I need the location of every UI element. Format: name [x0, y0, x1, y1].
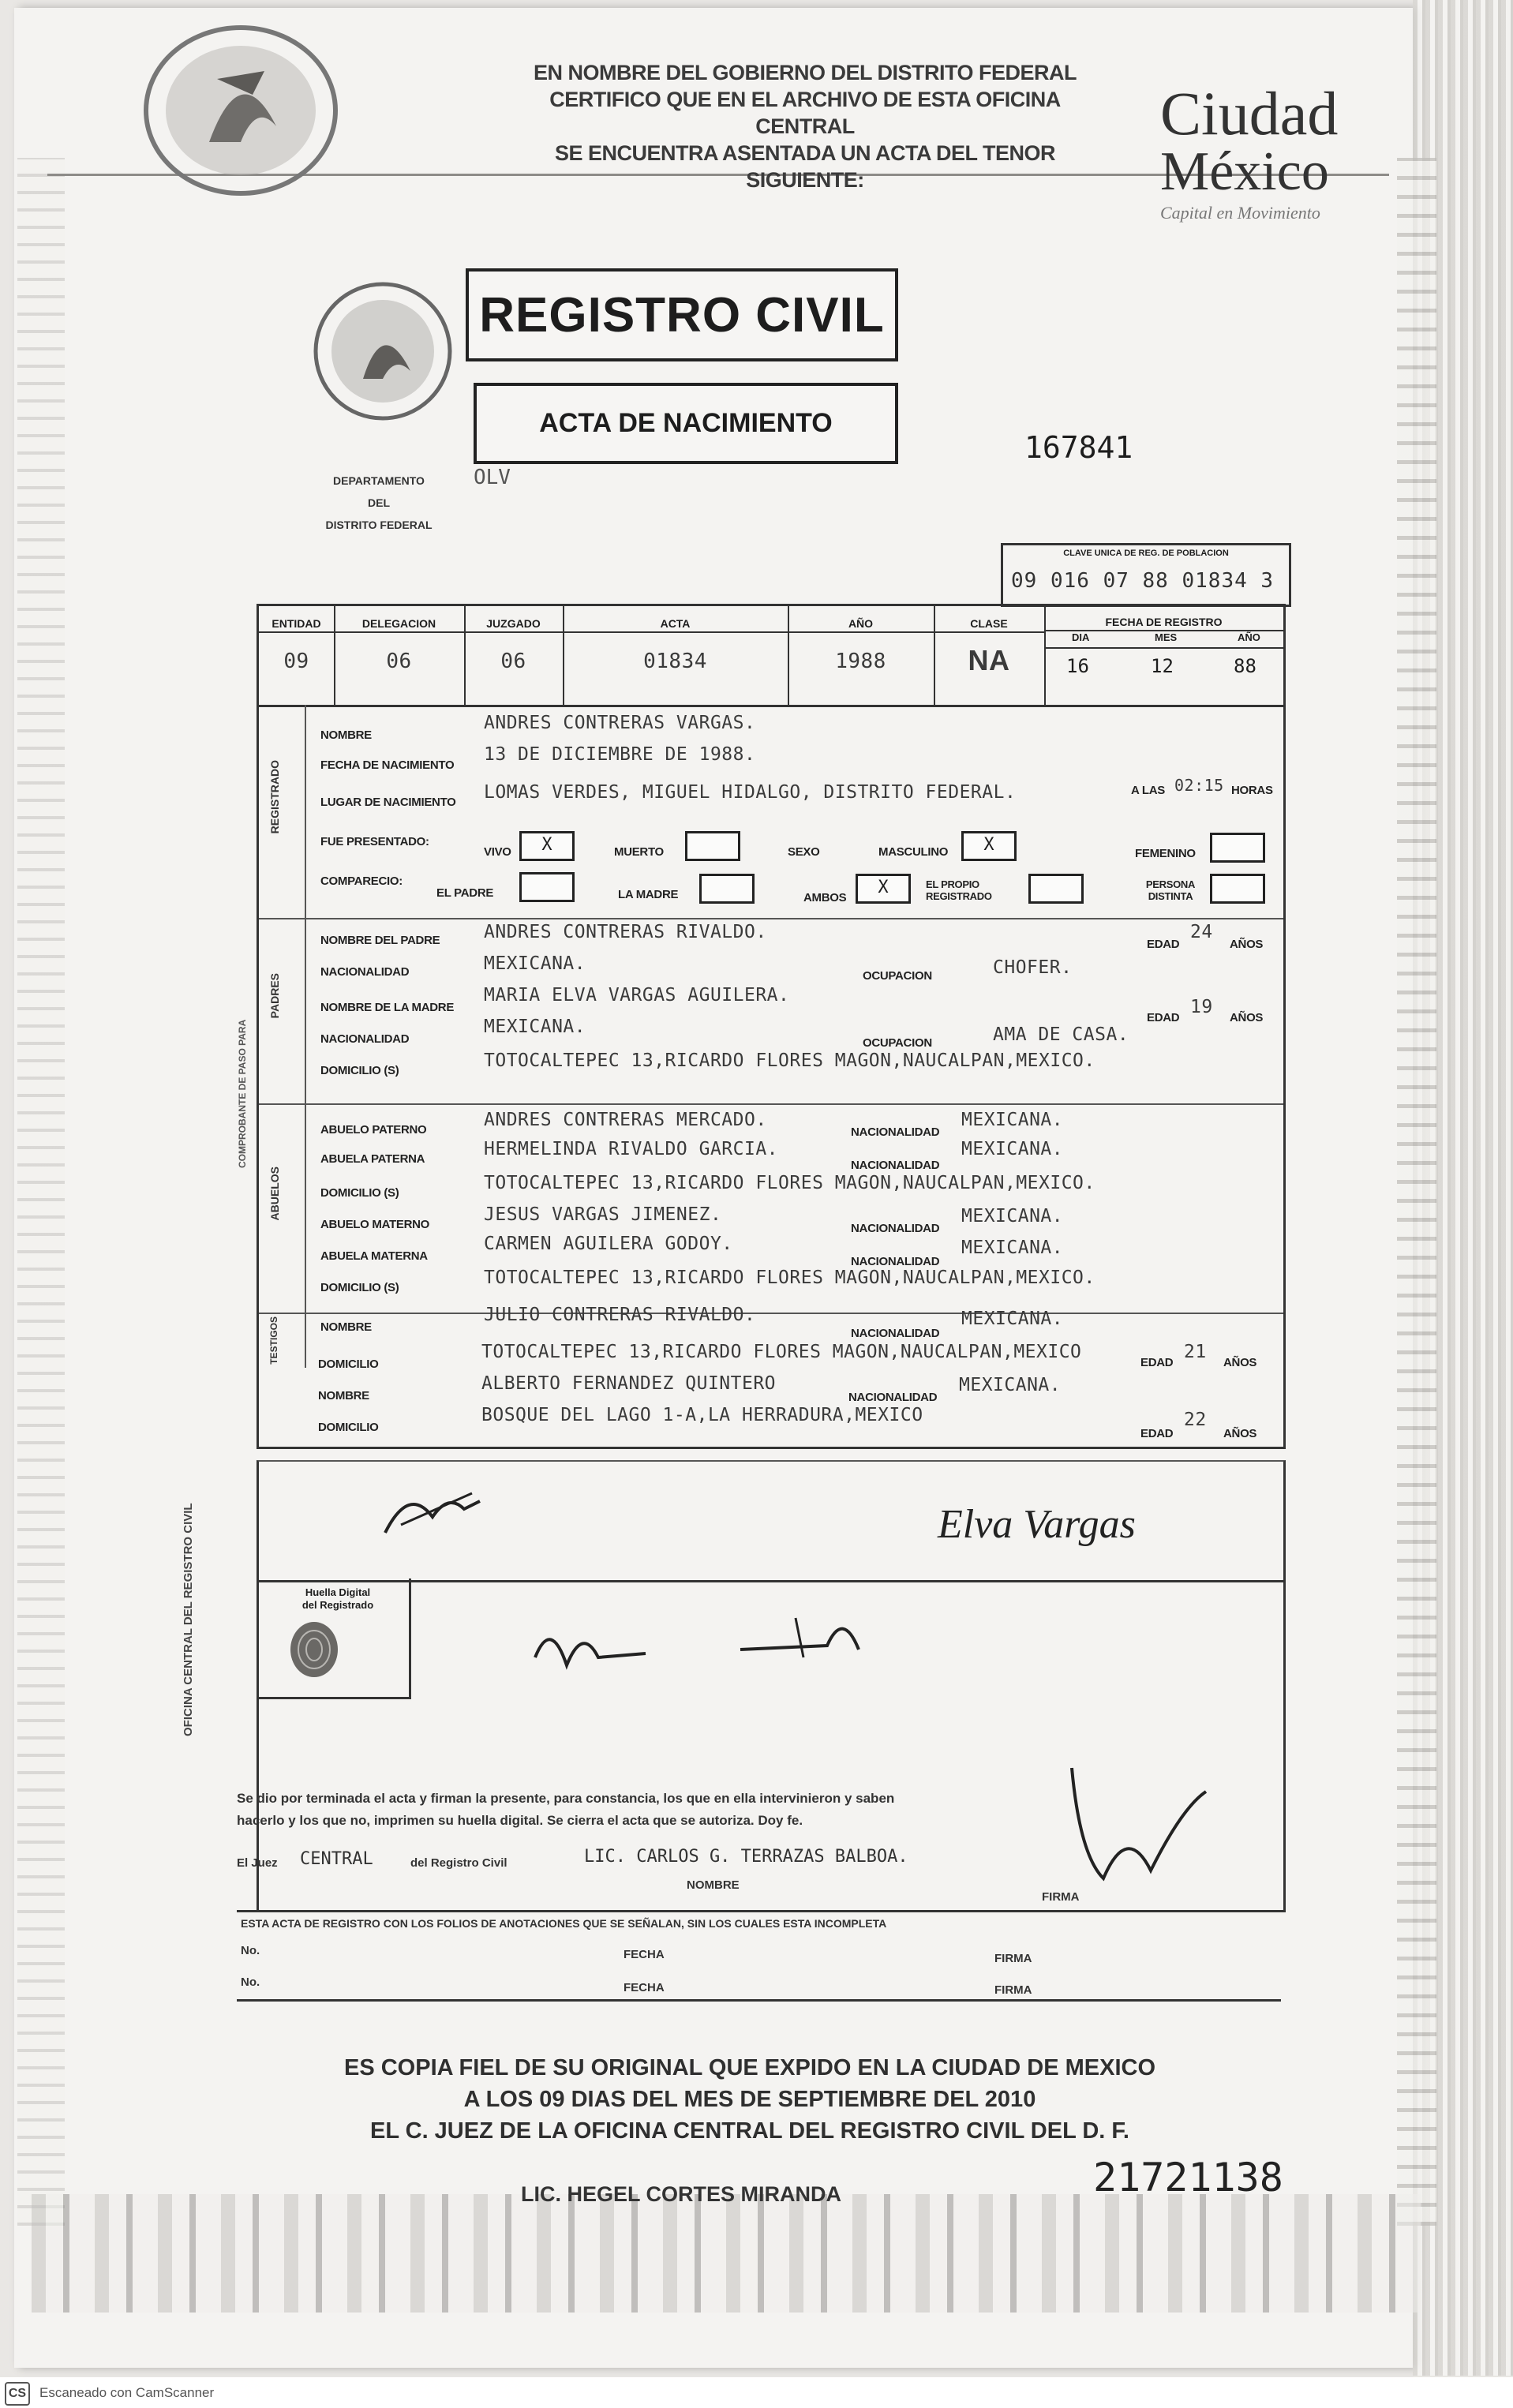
femenino-label: FEMENINO: [1135, 847, 1196, 860]
huella-box: [259, 1578, 411, 1699]
acta-number: 167841: [1024, 430, 1133, 465]
nombre-padre: ANDRES CONTRERAS RIVALDO.: [484, 922, 767, 942]
folio-number: 21721138: [1093, 2155, 1283, 2200]
domicilio-maternos-label: DOMICILIO (S): [320, 1281, 399, 1294]
security-border-right: [1397, 158, 1436, 2226]
domicilio-paternos-label: DOMICILIO (S): [320, 1186, 399, 1200]
huella-label: [275, 1586, 401, 1612]
clase-label: CLASE: [934, 616, 1044, 633]
signature-1-icon: [377, 1470, 488, 1549]
testigo-2-domicilio-label: DOMICILIO: [318, 1421, 379, 1434]
registry-seal-icon: [308, 268, 458, 434]
camscanner-text: Escaneado con CamScanner: [39, 2385, 215, 2400]
comparecio-label: COMPARECIO:: [320, 874, 403, 888]
testigo-1-domicilio: TOTOCALTEPEC 13,RICARDO FLORES MAGON,NAUCALPAN,MEXICO: [481, 1342, 1082, 1362]
fecha-registro-cell: [1044, 606, 1283, 705]
anios-madre-label: AÑOS: [1230, 1011, 1264, 1024]
anio-label: AÑO: [788, 616, 934, 633]
cdmx-tagline: Capital en Movimiento: [1160, 203, 1320, 223]
footer-line-2: A LOS 09 DIAS DEL MES DE SEPTIEMBRE DEL 2010: [463, 2087, 1036, 2112]
anotaciones-box: [237, 1910, 1281, 2002]
nacionalidad-padre-label: NACIONALIDAD: [320, 965, 410, 979]
juez-name: LIC. CARLOS G. TERRAZAS BALBOA.: [584, 1847, 908, 1867]
edad-madre-label: EDAD: [1147, 1011, 1180, 1024]
abuela-paterna-label: ABUELA PATERNA: [320, 1152, 425, 1166]
abuelo-materno-nac-label: NACIONALIDAD: [851, 1222, 940, 1235]
juez-value: CENTRAL: [300, 1849, 373, 1869]
lugar-nacimiento: LOMAS VERDES, MIGUEL HIDALGO, DISTRITO FEDERAL.: [484, 782, 1017, 803]
testigo-1-domicilio-label: DOMICILIO: [318, 1358, 379, 1371]
nombre-padre-label: NOMBRE DEL PADRE: [320, 934, 440, 947]
curp-value: 09 016 07 88 01834 3: [1011, 569, 1275, 593]
departamento-label-1: DEPARTAMENTO: [333, 474, 425, 487]
femenino-checkbox: [1210, 833, 1265, 863]
signature-2-icon: [527, 1610, 654, 1681]
nacionalidad-madre: MEXICANA.: [484, 1017, 586, 1037]
abuelo-materno: JESUS VARGAS JIMENEZ.: [484, 1204, 722, 1225]
fecha-registro-label: FECHA DE REGISTRO: [1044, 614, 1283, 631]
madre-label: LA MADRE: [618, 888, 679, 901]
dia-label: DIA: [1072, 631, 1090, 643]
abuelo-paterno-label: ABUELO PATERNO: [320, 1123, 427, 1137]
acta-nacimiento-title: ACTA DE NACIMIENTO: [474, 383, 898, 464]
delegacion-cell: [334, 606, 466, 705]
camscanner-logo-icon: CS: [5, 2382, 30, 2406]
anio-reg-label: AÑO: [1238, 631, 1260, 643]
mes-value: 12: [1151, 655, 1174, 677]
anio-reg-value: 88: [1234, 655, 1256, 677]
anotaciones-header: ESTA ACTA DE REGISTRO CON LOS FOLIOS DE ANOTACIONES QUE SE SEÑALAN, SIN LOS CUALES ESTA INCOMPLETA: [241, 1917, 887, 1930]
nombre-madre: MARIA ELVA VARGAS AGUILERA.: [484, 985, 790, 1006]
delegacion-value: 06: [386, 650, 412, 673]
firma-label-bottom: FIRMA: [1042, 1890, 1080, 1904]
ocupacion-padre: CHOFER.: [993, 957, 1073, 978]
testigo-2-edad: 22: [1184, 1410, 1207, 1430]
nombre-label-bottom: NOMBRE: [687, 1878, 740, 1892]
propio-label: EL PROPIO REGISTRADO: [926, 878, 992, 902]
fecha-nacimiento-label: FECHA DE NACIMIENTO: [320, 758, 455, 772]
clase-value: NA: [968, 644, 1010, 676]
closing-statement: [237, 1788, 1026, 1832]
nacionalidad-madre-label: NACIONALIDAD: [320, 1032, 410, 1046]
abuelo-paterno-nac: MEXICANA.: [961, 1110, 1064, 1130]
abuela-materna-nac: MEXICANA.: [961, 1238, 1064, 1258]
masculino-label: MASCULINO: [878, 845, 949, 859]
entidad-value: 09: [283, 650, 309, 673]
anotacion-2-firma: FIRMA: [994, 1983, 1032, 1997]
closing-statement-line-1: Se dio por terminada el acta y firman la presente, para constancia, los que en ella intervinieron y saben: [237, 1791, 895, 1806]
abuelo-materno-nac: MEXICANA.: [961, 1206, 1064, 1226]
abuelos-section-label: ABUELOS: [268, 1167, 281, 1221]
footer-line-3: EL C. JUEZ DE LA OFICINA CENTRAL DEL REGISTRO CIVIL DEL D. F.: [370, 2118, 1129, 2144]
fingerprint-icon: [283, 1618, 346, 1681]
edad-padre-label: EDAD: [1147, 938, 1180, 951]
abuelos-section: [259, 1103, 1283, 1314]
testigo-1-nombre: JULIO CONTRERAS RIVALDO.: [484, 1305, 756, 1325]
anotacion-1-no: No.: [241, 1944, 260, 1957]
madre-checkbox: [699, 874, 755, 904]
testigos-details: [257, 1342, 1281, 1444]
anotacion-1-fecha: FECHA: [624, 1948, 665, 1961]
certification-header: [505, 59, 1105, 193]
registrado-tab: [259, 705, 306, 918]
dia-value: 16: [1066, 655, 1089, 677]
header-line-3: SE ENCUENTRA ASENTADA UN ACTA DEL TENOR SIGUIENTE:: [554, 141, 1055, 192]
delegacion-label: DELEGACION: [334, 616, 464, 633]
persona-checkbox: [1210, 874, 1265, 904]
hora-label: A LAS: [1131, 784, 1165, 797]
padres-tab: [259, 918, 306, 1103]
abuela-materna-label: ABUELA MATERNA: [320, 1249, 428, 1263]
anio-value: 1988: [835, 650, 886, 673]
clase-cell: [934, 606, 1046, 705]
edad-madre: 19: [1190, 997, 1213, 1017]
testigo-1-anios-label: AÑOS: [1223, 1356, 1257, 1369]
abuelo-materno-label: ABUELO MATERNO: [320, 1218, 430, 1231]
juez-signature-icon: [1056, 1760, 1214, 1902]
domicilio-maternos: TOTOCALTEPEC 13,RICARDO FLORES MAGON,NAUCALPAN,MEXICO.: [484, 1268, 1095, 1288]
anotacion-2-no: No.: [241, 1975, 260, 1989]
registrado-nombre: ANDRES CONTRERAS VARGAS.: [484, 713, 756, 733]
abuela-paterna-nac: MEXICANA.: [961, 1139, 1064, 1159]
departamento-label-3: DISTRITO FEDERAL: [325, 519, 433, 531]
curp-box: [1001, 543, 1291, 607]
juzgado-label: JUZGADO: [464, 616, 563, 633]
curp-label: CLAVE UNICA DE REG. DE POBLACION: [1063, 549, 1229, 558]
fecha-subheaders: [1044, 631, 1283, 649]
testigo-2-nac-label: NACIONALIDAD: [848, 1391, 938, 1404]
abuela-materna-nac-label: NACIONALIDAD: [851, 1255, 940, 1268]
cdmx-logo: [1160, 79, 1358, 223]
ambos-checkbox: X: [856, 874, 911, 904]
anotacion-1-firma: FIRMA: [994, 1952, 1032, 1965]
header-line-1: EN NOMBRE DEL GOBIERNO DEL DISTRITO FEDERAL: [533, 61, 1077, 84]
padre-label: EL PADRE: [436, 886, 494, 900]
huella-label-2: del Registrado: [301, 1599, 374, 1611]
testigo-1-nac: MEXICANA.: [961, 1309, 1064, 1329]
acta-label: ACTA: [563, 616, 788, 633]
sexo-label: SEXO: [788, 845, 820, 859]
anio-cell: [788, 606, 935, 705]
ocupacion-madre-label: OCUPACION: [863, 1036, 932, 1050]
ambos-label: AMBOS: [803, 891, 847, 904]
testigos-section-label: TESTIGOS: [268, 1316, 279, 1365]
abuela-paterna: HERMELINDA RIVALDO GARCIA.: [484, 1139, 779, 1159]
record-header-row: [259, 606, 1283, 707]
nombre-label: NOMBRE: [320, 728, 372, 742]
testigo-1-nac-label: NACIONALIDAD: [851, 1327, 940, 1340]
huella-label-1: Huella Digital: [305, 1586, 371, 1598]
padre-checkbox: [519, 872, 575, 902]
abuelos-tab: [259, 1103, 306, 1313]
cdmx-logo-line-2: México: [1160, 141, 1329, 202]
signatures-row: [257, 1460, 1286, 1582]
juez-label: El Juez: [237, 1856, 278, 1870]
juzgado-cell: [464, 606, 564, 705]
testigo-1-nombre-label: NOMBRE: [320, 1320, 372, 1334]
cdmx-logo-line-1: Ciudad: [1160, 79, 1339, 148]
ocupacion-padre-label: OCUPACION: [863, 969, 932, 983]
testigo-2-domicilio: BOSQUE DEL LAGO 1-A,LA HERRADURA,MEXICO: [481, 1405, 923, 1425]
header-line-2: CERTIFICO QUE EN EL ARCHIVO DE ESTA OFICINA CENTRAL: [549, 88, 1061, 138]
abuela-materna: CARMEN AGUILERA GODOY.: [484, 1234, 733, 1254]
national-seal-icon: [122, 8, 359, 197]
padres-section-label: PADRES: [268, 973, 281, 1019]
mes-label: MES: [1155, 631, 1178, 643]
abuelo-paterno: ANDRES CONTRERAS MERCADO.: [484, 1110, 767, 1130]
security-border-left: [17, 158, 65, 2226]
testigo-2-nac: MEXICANA.: [959, 1375, 1062, 1395]
abuela-paterna-nac-label: NACIONALIDAD: [851, 1159, 940, 1172]
masculino-checkbox: X: [961, 831, 1017, 861]
anotacion-2-fecha: FECHA: [624, 1981, 665, 1994]
testigo-2-nombre: ALBERTO FERNANDEZ QUINTERO: [481, 1373, 777, 1394]
ocupacion-madre: AMA DE CASA.: [993, 1024, 1129, 1045]
birth-record-form: [257, 604, 1286, 1449]
entidad-cell: [259, 606, 335, 705]
testigo-2-nombre-label: NOMBRE: [318, 1389, 369, 1402]
domicilio-padres-label: DOMICILIO (S): [320, 1064, 399, 1077]
vivo-label: VIVO: [484, 845, 511, 859]
scanner-watermark: [0, 2377, 1513, 2408]
testigo-1-edad: 21: [1184, 1342, 1207, 1362]
fecha-nacimiento: 13 DE DICIEMBRE DE 1988.: [484, 744, 756, 765]
juzgado-value: 06: [500, 650, 526, 673]
departamento-value: OLV: [474, 466, 511, 489]
domicilio-padres: TOTOCALTEPEC 13,RICARDO FLORES MAGON,NAUCALPAN,MEXICO.: [484, 1050, 1095, 1071]
entidad-label: ENTIDAD: [259, 616, 334, 633]
lugar-nacimiento-label: LUGAR DE NACIMIENTO: [320, 796, 456, 809]
registrado-section-label: REGISTRADO: [268, 760, 281, 834]
padres-section: [259, 918, 1283, 1105]
propio-checkbox: [1028, 874, 1084, 904]
muerto-checkbox: [685, 831, 740, 861]
registro-label: del Registro Civil: [410, 1856, 507, 1870]
horas-label: HORAS: [1231, 784, 1273, 797]
certified-copy-text: [237, 2052, 1263, 2147]
testigo-1-edad-label: EDAD: [1140, 1356, 1174, 1369]
signature-elva: Elva Vargas: [938, 1502, 1136, 1547]
domicilio-paternos: TOTOCALTEPEC 13,RICARDO FLORES MAGON,NAUCALPAN,MEXICO.: [484, 1173, 1095, 1193]
juez-central-name: LIC. HEGEL CORTES MIRANDA: [521, 2182, 842, 2206]
side-office-label: OFICINA CENTRAL DEL REGISTRO CIVIL: [182, 1503, 195, 1736]
security-border-bottom: [32, 2194, 1421, 2313]
abuelo-paterno-nac-label: NACIONALIDAD: [851, 1125, 940, 1139]
hora-nacimiento: 02:15: [1174, 776, 1224, 795]
footer-line-1: ES COPIA FIEL DE SU ORIGINAL QUE EXPIDO EN LA CIUDAD DE MEXICO: [343, 2055, 1155, 2080]
signature-3-icon: [732, 1602, 867, 1673]
nombre-madre-label: NOMBRE DE LA MADRE: [320, 1001, 455, 1014]
acta-value: 01834: [643, 650, 707, 673]
persona-label: PERSONA DISTINTA: [1145, 878, 1196, 902]
presentado-label: FUE PRESENTADO:: [320, 835, 429, 848]
vivo-checkbox: X: [519, 831, 575, 861]
acta-cell: [563, 606, 789, 705]
registro-civil-title: REGISTRO CIVIL: [466, 268, 898, 361]
testigo-2-anios-label: AÑOS: [1223, 1427, 1257, 1440]
departamento-label: [300, 470, 458, 536]
comprobante-side-label: COMPROBANTE DE PASO PARA: [237, 1019, 248, 1168]
departamento-label-2: DEL: [368, 496, 390, 509]
edad-padre: 24: [1190, 922, 1213, 942]
registrado-section: [259, 705, 1283, 919]
testigo-2-edad-label: EDAD: [1140, 1427, 1174, 1440]
muerto-label: MUERTO: [614, 845, 664, 859]
anios-padre-label: AÑOS: [1230, 938, 1264, 951]
closing-statement-line-2: hacerlo y los que no, imprimen su huella digital. Se cierra el acta que se autoriza. Doy fe.: [237, 1813, 803, 1828]
nacionalidad-padre: MEXICANA.: [484, 953, 586, 974]
